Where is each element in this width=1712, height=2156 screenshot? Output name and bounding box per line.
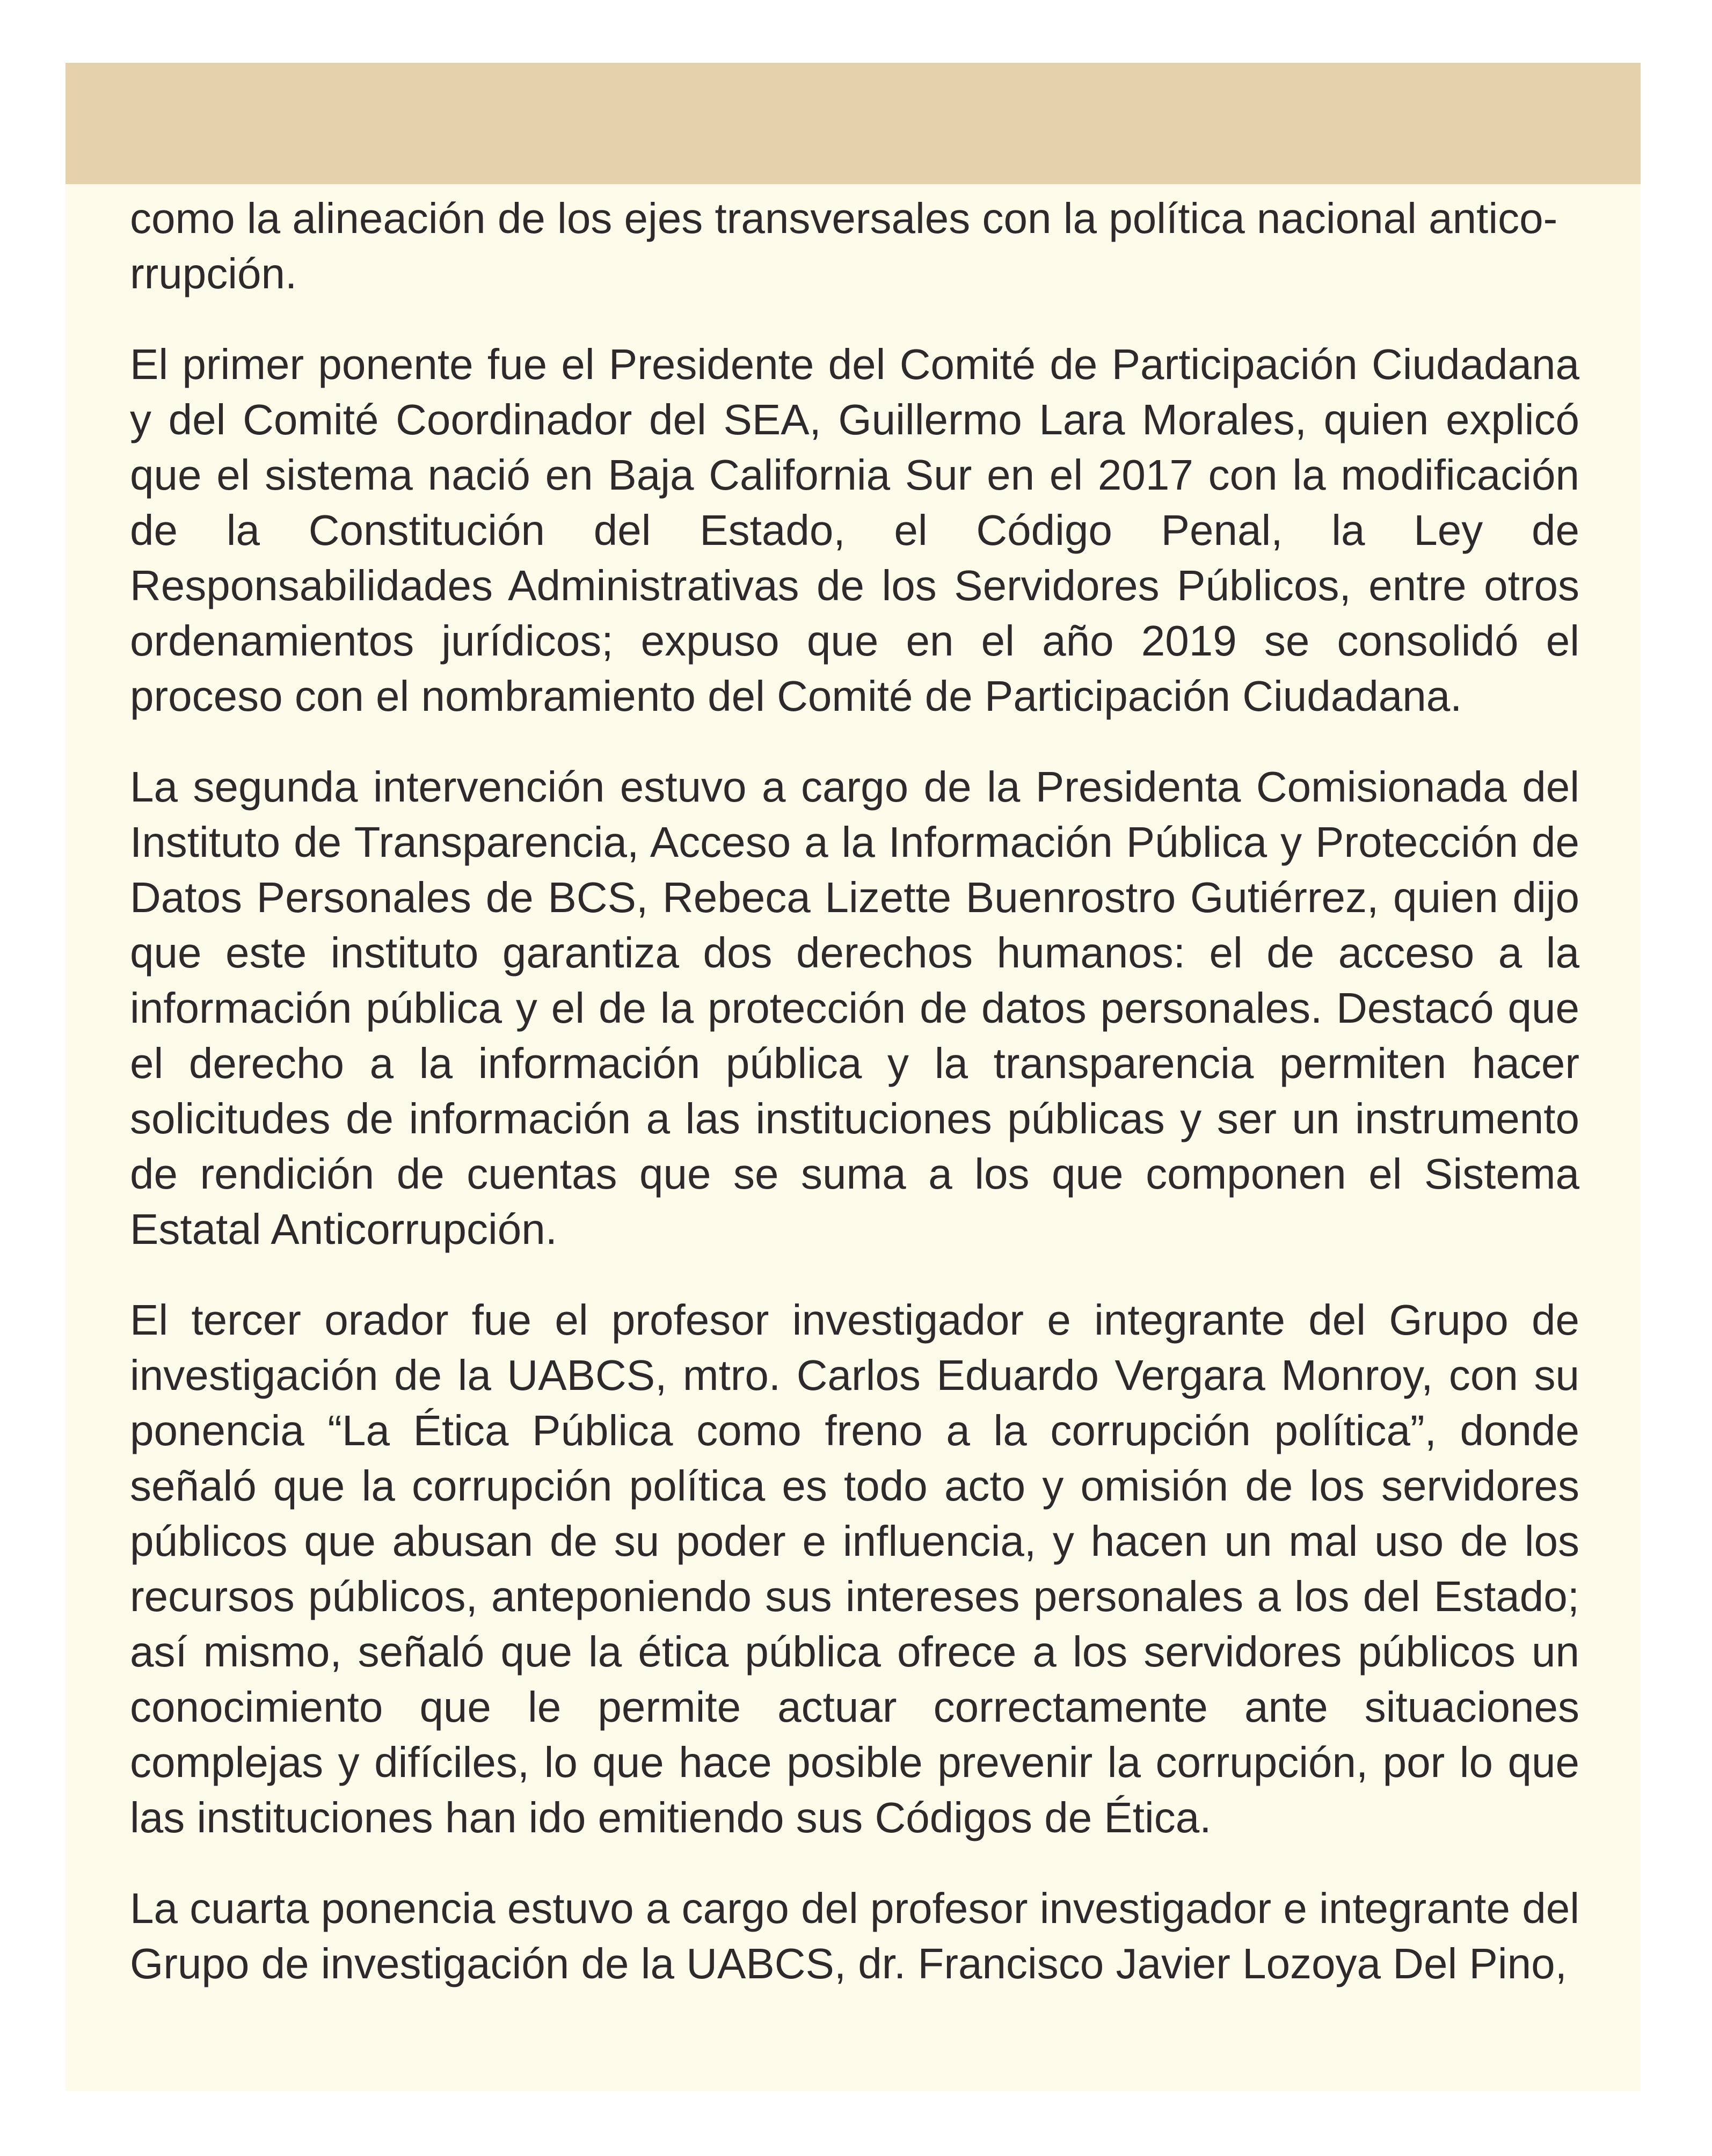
- paragraph-second-speaker: La segunda intervención estuvo a cargo de la Presidenta Comisionada del Instituto de Transparencia, Acceso a la Información Pública y Protección de Datos Personales de BCS, Rebeca Lizette Buenrostro Gutiérrez, quien dijo que este instituto garantiza dos derechos humanos: el de acceso a la información pública y el de la protección de datos personales. Destacó que el derecho a la información pública y la transparencia permiten hacer solicitudes de información a las instituciones públicas y ser un instrumento de rendición de cuentas que se suma a los que componen el Sistema Estatal Anticorrupción.: [130, 763, 1579, 1253]
- header-band: [65, 63, 1641, 184]
- paragraph-third-speaker: El tercer orador fue el profesor investigador e integrante del Grupo de investigación de la UABCS, mtro. Carlos Eduardo Vergara Monroy, con su ponencia “La Ética Pública como freno a la corrupción política”, donde señaló que la corrupción política es todo acto y omisión de los servidores públicos que abusan de su poder e influencia, y hacen un mal uso de los recursos públicos, anteponiendo sus intereses personales a los del Estado; así mismo, señaló que la ética pública ofrece a los servidores públicos un conocimiento que le permite actuar correctamente ante situaciones complejas y difíciles, lo que hace posible prevenir la corrupción, por lo que las instituciones han ido emitiendo sus Códigos de Ética.: [130, 1296, 1579, 1841]
- content-panel: [65, 63, 1641, 2091]
- paragraph-first-speaker: El primer ponente fue el Presidente del Comité de Participación Ciudadana y del Comité Coordinador del SEA, Guillermo Lara Morales, quien explicó que el sistema nació en Baja California Sur en el 2017 con la modificación de la Constitución del Estado, el Código Penal, la Ley de Responsabilidades Administrativas de los Servidores Públicos, entre otros ordenamientos jurídicos; expuso que en el año 2019 se consolidó el proceso con el nombramiento del Comité de Participación Ciudadana.: [130, 340, 1579, 720]
- article-body: [130, 191, 1579, 2027]
- paragraph-continuation: como la alineación de los ejes transversales con la política nacional antico-rrupción.: [130, 194, 1558, 297]
- paragraph-fourth-speaker: La cuarta ponencia estuvo a cargo del profesor investigador e integrante del Grupo de investigación de la UABCS, dr. Francisco Javier Lozoya Del Pino,: [130, 1884, 1579, 1987]
